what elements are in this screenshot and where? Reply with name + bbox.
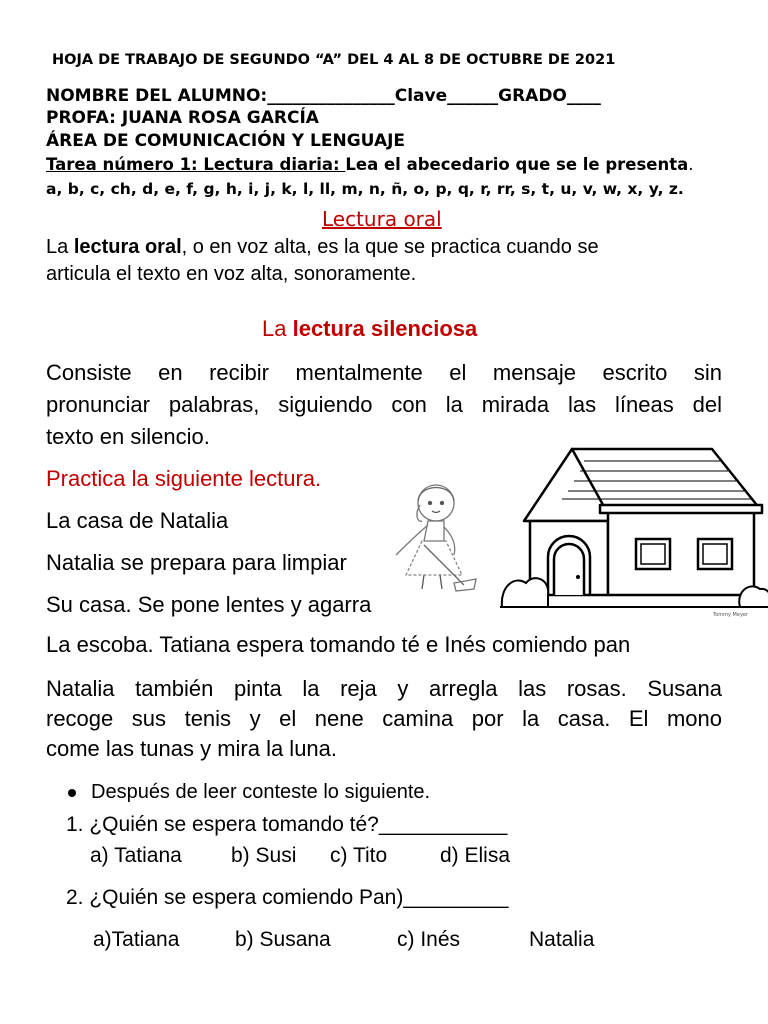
teacher-line: PROFA: JUANA ROSA GARCÍA	[46, 108, 319, 128]
q1-option-c: c) Tito	[330, 844, 388, 867]
oral-reading-title: Lectura oral	[322, 207, 442, 231]
practice-line: Su casa. Se pone lentes y agarra	[46, 592, 372, 617]
bullet-icon	[68, 789, 76, 797]
girl-sweeping-illustration	[384, 475, 504, 595]
house-credit: Tommy Meyer	[713, 612, 749, 618]
q1-option-d: d) Elisa	[440, 844, 511, 867]
q2-option-a: a)Tatiana	[93, 928, 180, 951]
practice-line: Natalia se prepara para limpiar	[46, 550, 347, 575]
oral-reading-paragraph-line2: articula el texto en voz alta, sonoramente.	[46, 263, 417, 285]
practice-paragraph-line: come las tunas y mira la luna.	[46, 736, 338, 761]
task-text: Lea el abecedario que se le presenta	[345, 155, 689, 174]
practice-heading: Practica la siguiente lectura.	[46, 466, 322, 491]
practice-line: La casa de Natalia	[46, 508, 229, 533]
silent-line: texto en silencio.	[46, 424, 210, 449]
oral-p1-rest: , o en voz alta, es la que se practica cuando se	[181, 236, 599, 258]
oral-reading-paragraph-line1	[46, 236, 599, 259]
q2-option-c: c) Inés	[397, 928, 461, 951]
task-end: .	[688, 155, 694, 174]
alphabet-line: a, b, c, ch, d, e, f, g, h, i, j, k, l, ll, m, n, ñ, o, p, q, r, rr, s, t, u, v, w, x, y, z.	[46, 180, 684, 198]
q1-option-b: b) Susi	[231, 844, 297, 867]
question-2: 2. ¿Quién se espera comiendo Pan)_________	[66, 886, 509, 909]
worksheet-title: HOJA DE TRABAJO DE SEGUNDO “A” DEL 4 AL 8 DE OCTUBRE DE 2021	[52, 52, 616, 68]
silent-reading-title	[262, 316, 477, 342]
silent-title-bold: lectura silenciosa	[292, 316, 478, 341]
silent-line: Consiste en recibir mentalmente el mensaje escrito sin	[46, 360, 722, 385]
silent-title-pre: La	[262, 316, 293, 341]
area-line: ÁREA DE COMUNICACIÓN Y LENGUAJE	[46, 131, 406, 151]
practice-line: La escoba. Tatiana espera tomando té e Inés comiendo pan	[46, 632, 631, 657]
oral-p1-bold: lectura oral	[73, 236, 182, 258]
task-line	[46, 155, 694, 174]
q1-option-a: a) Tatiana	[90, 844, 182, 867]
oral-p1-start: La	[46, 236, 74, 258]
house-illustration	[500, 447, 768, 612]
student-info-line: NOMBRE DEL ALUMNO:_______________Clave______GRADO____	[46, 86, 601, 106]
questions-intro: Después de leer conteste lo siguiente.	[91, 781, 431, 803]
practice-paragraph-line: Natalia también pinta la reja y arregla las rosas. Susana	[46, 676, 722, 701]
practice-paragraph-line: recoge sus tenis y el nene camina por la casa. El mono	[46, 706, 722, 731]
silent-line: pronunciar palabras, siguiendo con la mirada las líneas del	[46, 392, 722, 417]
q2-option-d: Natalia	[529, 928, 595, 951]
q2-option-b: b) Susana	[235, 928, 331, 951]
task-label: Tarea número 1: Lectura diaria:	[46, 155, 346, 174]
question-1: 1. ¿Quién se espera tomando té?___________	[66, 813, 508, 836]
